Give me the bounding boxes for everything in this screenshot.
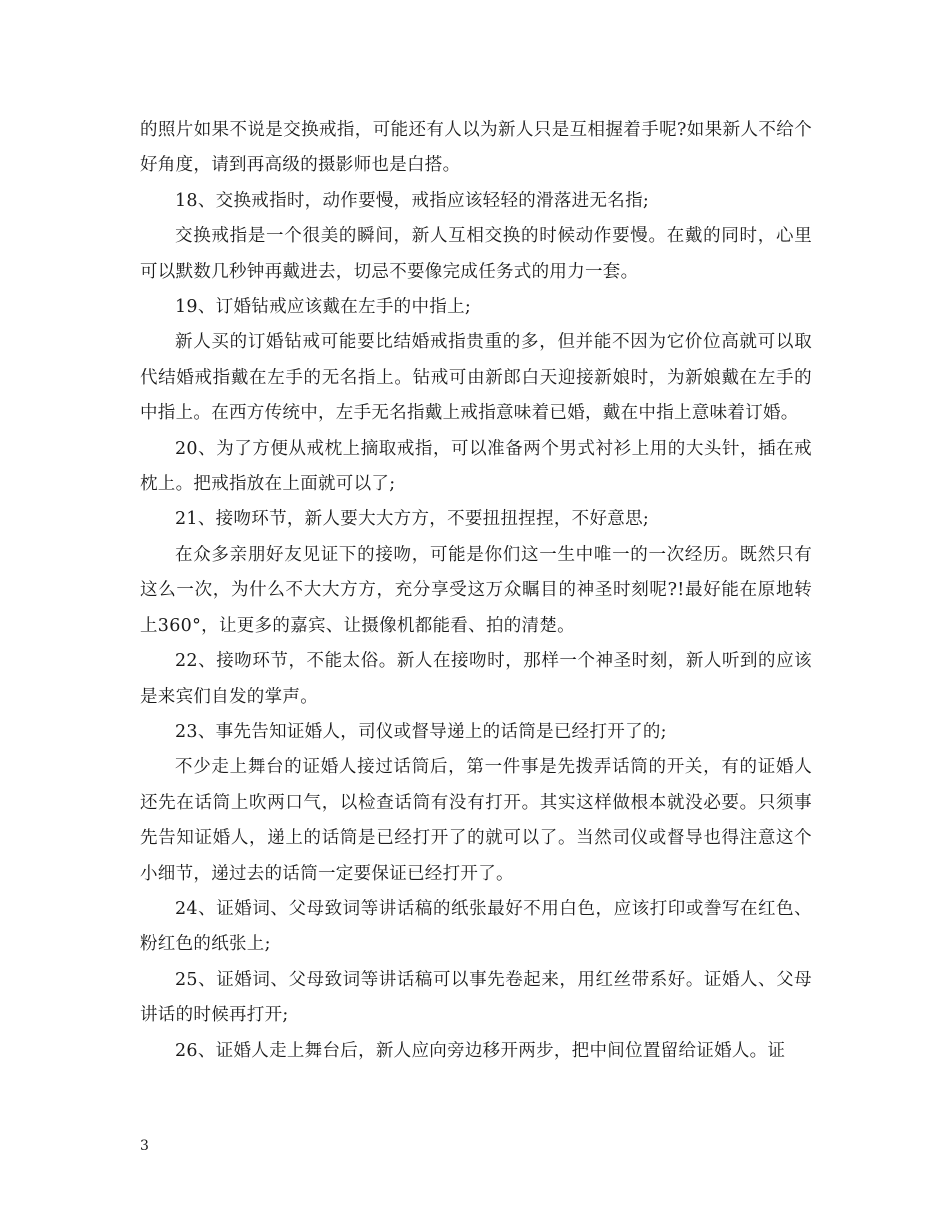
- paragraph: 26、证婚人走上舞台后，新人应向旁边移开两步，把中间位置留给证婚人。证: [175, 1040, 786, 1061]
- paragraph: 21、接吻环节，新人要大大方方，不要扭扭捏捏，不好意思;: [175, 509, 650, 530]
- paragraph: 的照片如果不说是交换戒指，可能还有人以为新人只是互相握着手呢?如果新人不给个好角度，请到再高级的摄影师也是白搭。: [140, 120, 812, 176]
- paragraph: 20、为了方便从戒枕上摘取戒指，可以准备两个男式衬衫上用的大头针，插在戒枕上。把戒指放在上面就可以了;: [140, 438, 812, 495]
- paragraph: 23、事先告知证婚人，司仪或督导递上的话筒是已经打开了的;: [175, 721, 667, 742]
- paragraph: 在众多亲朋好友见证下的接吻，可能是你们这一生中唯一的一次经历。既然只有这么一次，为什么不大大方方，充分享受这万众瞩目的神圣时刻呢?!最好能在原地转上360°，让更多的嘉宾、让摄像机都能看、拍的清楚。: [140, 544, 812, 636]
- paragraph: 不少走上舞台的证婚人接过话筒后，第一件事是先拨弄话筒的开关，有的证婚人还先在话筒上吹两口气，以检查话筒有没有打开。其实这样做根本就没必要。只须事先告知证婚人，递上的话筒是已经打开了的就可以了。当然司仪或督导也得注意这个小细节，递过去的话筒一定要保证已经打开了。: [140, 757, 812, 884]
- page-number: 3: [140, 1138, 149, 1154]
- paragraph: 25、证婚词、父母致词等讲话稿可以事先卷起来，用红丝带系好。证婚人、父母讲话的时候再打开;: [140, 969, 812, 1026]
- paragraph: 新人买的订婚钻戒可能要比结婚戒指贵重的多，但并能不因为它价位高就可以取代结婚戒指戴在左手的无名指上。钻戒可由新郎白天迎接新娘时，为新娘戴在左手的中指上。在西方传统中，左手无名指戴上戒指意味着已婚，戴在中指上意味着订婚。: [140, 332, 812, 424]
- paragraph: 18、交换戒指时，动作要慢，戒指应该轻轻的滑落进无名指;: [175, 190, 650, 211]
- document-body: [140, 113, 812, 1069]
- paragraph: 交换戒指是一个很美的瞬间，新人互相交换的时候动作要慢。在戴的同时，心里可以默数几秒钟再戴进去，切忌不要像完成任务式的用力一套。: [140, 226, 812, 282]
- paragraph: 22、接吻环节，不能太俗。新人在接吻时，那样一个神圣时刻，新人听到的应该是来宾们自发的掌声。: [140, 651, 812, 707]
- paragraph: 19、订婚钻戒应该戴在左手的中指上;: [175, 297, 472, 318]
- paragraph: 24、证婚词、父母致词等讲话稿的纸张最好不用白色，应该打印或誊写在红色、粉红色的纸张上;: [140, 898, 812, 955]
